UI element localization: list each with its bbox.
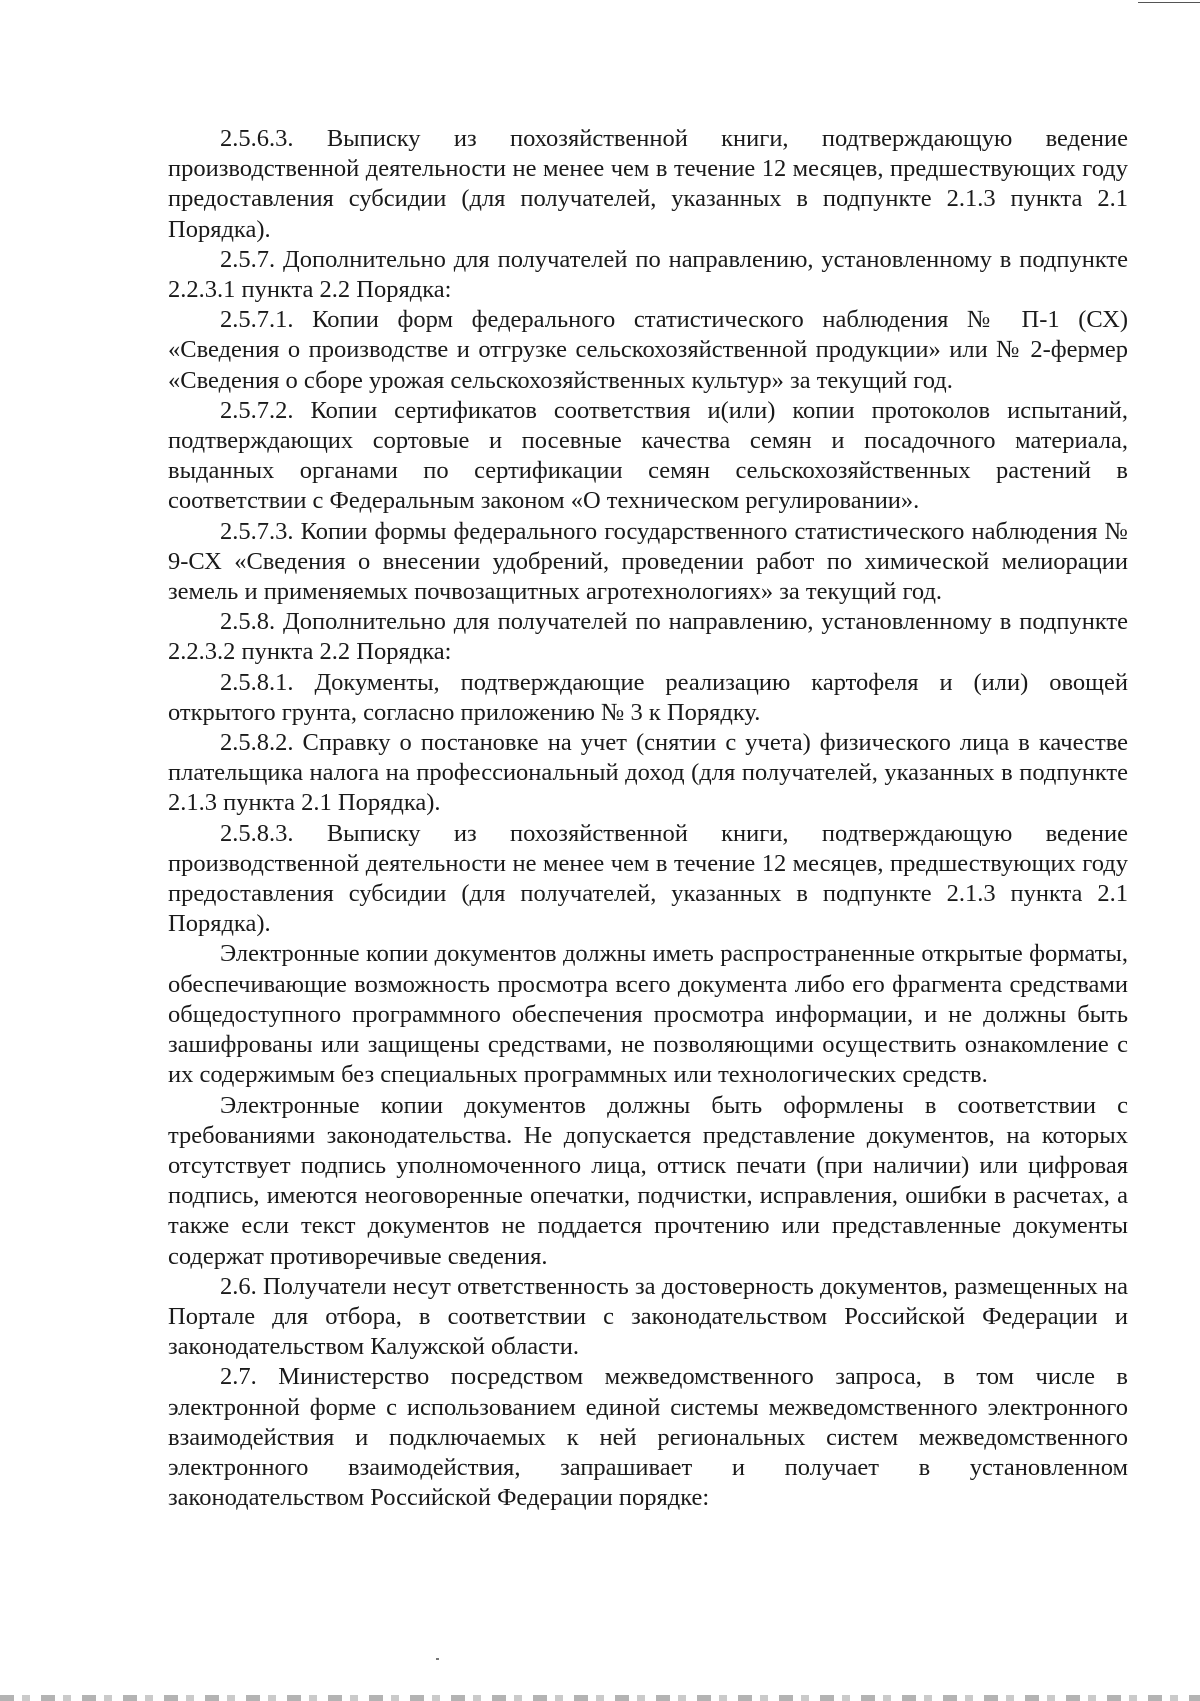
- paragraph-2-5-7-3: 2.5.7.3. Копии формы федерального государственного статистического наблюдения № 9-СХ «Сведения о внесении удобрений, проведении работ по химической мелиорации земель и применяемых почвозащитных агротехнологиях» за текущий год.: [168, 517, 1128, 606]
- scan-speck: [436, 1658, 439, 1660]
- paragraph-2-5-8-1: 2.5.8.1. Документы, подтверждающие реализацию картофеля и (или) овощей открытого грунта, согласно приложению № 3 к Порядку.: [168, 668, 1128, 726]
- paragraph-2-6: 2.6. Получатели несут ответственность за достоверность документов, размещенных на Портале для отбора, в соответствии с законодательством Российской Федерации и законодательством Калужской области.: [168, 1272, 1128, 1361]
- scan-bottom-artifact: [0, 1695, 1200, 1701]
- paragraph-2-5-8-3: 2.5.8.3. Выписку из похозяйственной книги, подтверждающую ведение производственной деятельности не менее чем в течение 12 месяцев, предшествующих году предоставления субсидии (для получателей, указанных в подпункте 2.1.3 пункта 2.1 Порядка).: [168, 819, 1128, 938]
- scan-edge-mark: [1138, 2, 1200, 3]
- paragraph-2-5-8: 2.5.8. Дополнительно для получателей по направлению, установленному в подпункте 2.2.3.2 пункта 2.2 Порядка:: [168, 608, 1128, 666]
- paragraph-electronic-formats: Электронные копии документов должны иметь распространенные открытые форматы, обеспечивающие возможность просмотра всего документа либо его фрагмента средствами общедоступного программного обеспечения просмотра информации, и не должны быть зашифрованы или защищены средствами, не позволяющими осуществить ознакомление с их содержимым без специальных программных или технологических средств.: [168, 940, 1128, 1089]
- document-body: [168, 124, 1128, 1513]
- paragraph-electronic-requirements: Электронные копии документов должны быть оформлены в соответствии с требованиями законодательства. Не допускается представление документов, на которых отсутствует подпись уполномоченного лица, оттиск печати (при наличии) или цифровая подпись, имеются неоговоренные опечатки, подчистки, исправления, ошибки в расчетах, а также если текст документов не поддается прочтению или представленные документы содержат противоречивые сведения.: [168, 1091, 1128, 1270]
- paragraph-2-5-7-2: 2.5.7.2. Копии сертификатов соответствия и(или) копии протоколов испытаний, подтверждающих сортовые и посевные качества семян и посадочного материала, выданных органами по сертификации семян сельскохозяйственных растений в соответствии с Федеральным законом «О техническом регулировании».: [168, 396, 1128, 515]
- paragraph-2-7: 2.7. Министерство посредством межведомственного запроса, в том числе в электронной форме с использованием единой системы межведомственного электронного взаимодействия и подключаемых к ней региональных систем межведомственного электронного взаимодействия, запрашивает и получает в установленном законодательством Российской Федерации порядке:: [168, 1363, 1128, 1512]
- paragraph-2-5-8-2: 2.5.8.2. Справку о постановке на учет (снятии с учета) физического лица в качестве плательщика налога на профессиональный доход (для получателей, указанных в подпункте 2.1.3 пункта 2.1 Порядка).: [168, 729, 1128, 817]
- paragraph-2-5-7-1: 2.5.7.1. Копии форм федерального статистического наблюдения № П-1 (СХ) «Сведения о производстве и отгрузке сельскохозяйственной продукции» или № 2-фермер «Сведения о сборе урожая сельскохозяйственных культур» за текущий год.: [168, 306, 1128, 394]
- paragraph-2-5-6-3: 2.5.6.3. Выписку из похозяйственной книги, подтверждающую ведение производственной деятельности не менее чем в течение 12 месяцев, предшествующих году предоставления субсидии (для получателей, указанных в подпункте 2.1.3 пункта 2.1 Порядка).: [168, 125, 1128, 243]
- paragraph-2-5-7: 2.5.7. Дополнительно для получателей по направлению, установленному в подпункте 2.2.3.1 пункта 2.2 Порядка:: [168, 245, 1128, 304]
